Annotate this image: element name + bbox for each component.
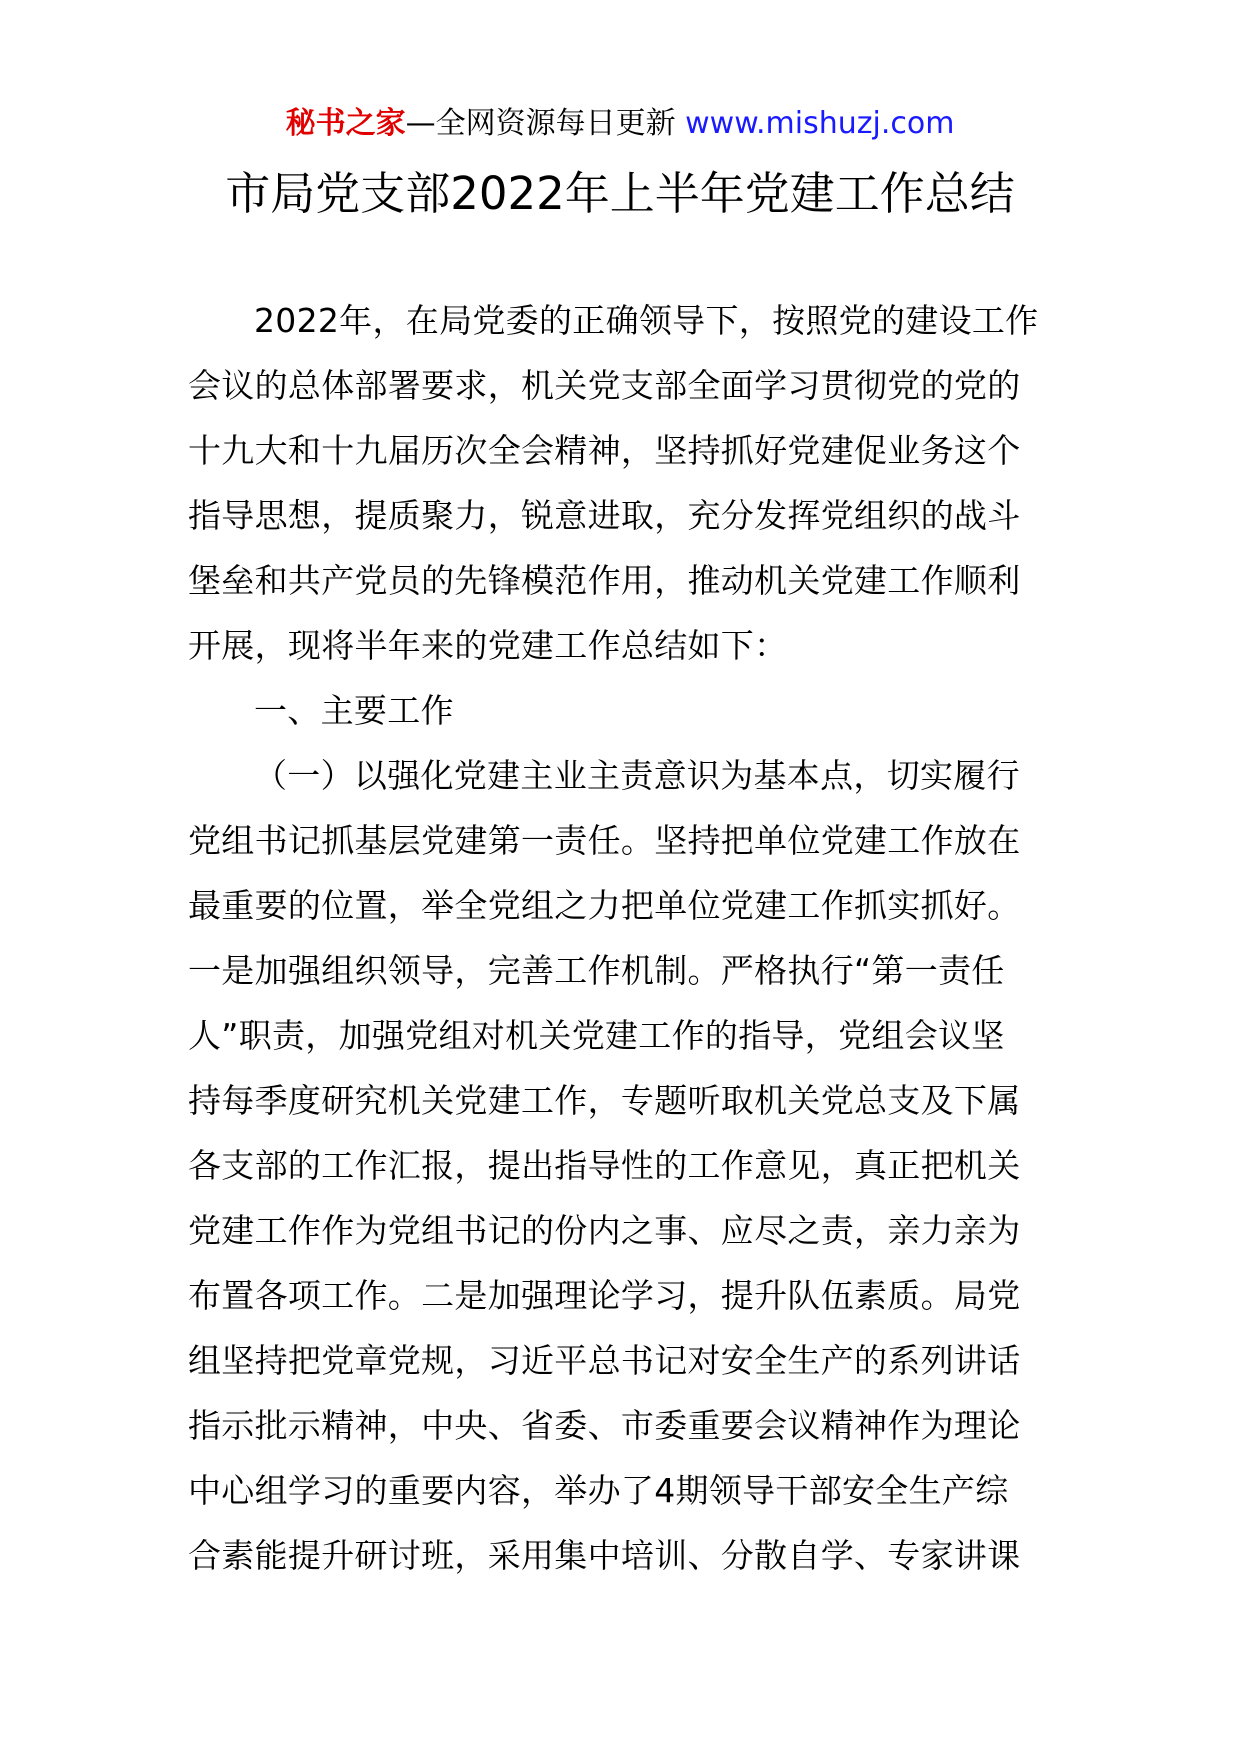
paragraph-line: 十九大和十九届历次全会精神，坚持抓好党建促业务这个	[188, 431, 1021, 470]
paragraph-line: 人”职责，加强党组对机关党建工作的指导，党组会议坚	[188, 1016, 1005, 1055]
paragraph-line: 堡垒和共产党员的先锋模范作用，推动机关党建工作顺利	[188, 561, 1021, 600]
paragraph-line: 中心组学习的重要内容，举办了4期领导干部安全生产综	[188, 1471, 1009, 1510]
paragraph-line: 布置各项工作。二是加强理论学习，提升队伍素质。局党	[188, 1276, 1021, 1315]
paragraph-line: 2022年，在局党委的正确领导下，按照党的建设工作	[254, 301, 1039, 340]
paragraph-line: 持每季度研究机关党建工作，专题听取机关党总支及下属	[188, 1081, 1021, 1120]
site-brand: 秘书之家	[285, 106, 406, 141]
paragraph-line: 各支部的工作汇报，提出指导性的工作意见，真正把机关	[188, 1146, 1021, 1185]
paragraph-line: 党组书记抓基层党建第一责任。坚持把单位党建工作放在	[188, 821, 1021, 860]
section-heading: 一、主要工作	[254, 691, 454, 730]
document-title: 市局党支部2022年上半年党建工作总结	[225, 167, 1015, 220]
paragraph-line: 指示批示精神，中央、省委、市委重要会议精神作为理论	[188, 1406, 1021, 1445]
paragraph-line: 合素能提升研讨班，采用集中培训、分散自学、专家讲课	[188, 1536, 1021, 1575]
paragraph-line: 党建工作作为党组书记的份内之事、应尽之责，亲力亲为	[188, 1211, 1021, 1250]
site-tagline: —全网资源每日更新	[405, 106, 676, 141]
site-url-link[interactable]: www.mishuzj.com	[685, 106, 955, 141]
document-body	[188, 288, 1058, 1588]
paragraph-line: 最重要的位置，举全党组之力把单位党建工作抓实抓好。	[188, 886, 1021, 925]
paragraph-line: 会议的总体部署要求，机关党支部全面学习贯彻党的党的	[188, 366, 1021, 405]
paragraph-line: 组坚持把党章党规，习近平总书记对安全生产的系列讲话	[188, 1341, 1021, 1380]
paragraph-line: 指导思想，提质聚力，锐意进取，充分发挥党组织的战斗	[188, 496, 1021, 535]
paragraph-line: 开展，现将半年来的党建工作总结如下：	[188, 626, 788, 665]
paragraph-line: （一）以强化党建主业主责意识为基本点，切实履行	[254, 756, 1020, 795]
paragraph-line: 一是加强组织领导，完善工作机制。严格执行“第一责任	[188, 951, 1005, 990]
site-header	[0, 104, 1240, 144]
